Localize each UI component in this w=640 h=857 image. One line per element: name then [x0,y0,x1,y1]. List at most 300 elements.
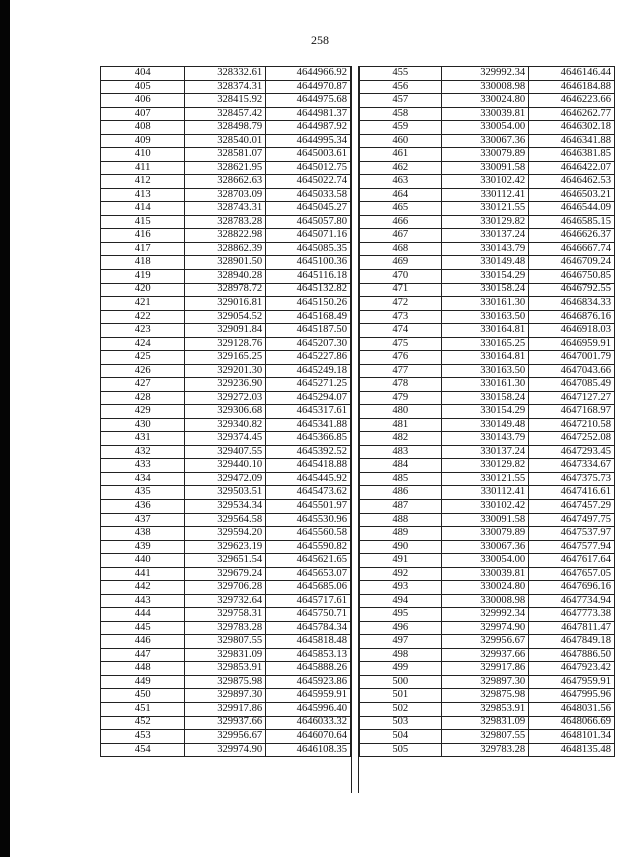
y-coordinate-cell: 4647375.73 [529,472,615,486]
y-coordinate-cell: 4645100.36 [266,256,351,270]
y-coordinate-cell: 4645012.75 [266,161,351,175]
point-number-cell: 481 [360,418,442,432]
y-coordinate-cell: 4645818.48 [266,635,351,649]
y-coordinate-cell: 4645271.25 [266,378,351,392]
table-row [101,540,351,554]
y-coordinate-cell: 4645033.58 [266,188,351,202]
y-coordinate-cell: 4644970.87 [266,80,351,94]
table-row [360,648,615,662]
table-row [101,391,351,405]
point-number-cell: 489 [360,527,442,541]
y-coordinate-cell: 4646709.24 [529,256,615,270]
x-coordinate-cell: 330039.81 [441,107,529,121]
x-coordinate-cell: 330121.55 [441,472,529,486]
point-number-cell: 425 [101,351,185,365]
x-coordinate-cell: 329016.81 [185,297,266,311]
y-coordinate-cell: 4647334.67 [529,459,615,473]
table-row [101,310,351,324]
y-coordinate-cell: 4648135.48 [529,743,615,757]
point-number-cell: 444 [101,608,185,622]
y-coordinate-cell: 4645530.96 [266,513,351,527]
point-number-cell: 435 [101,486,185,500]
x-coordinate-cell: 329783.28 [185,621,266,635]
table-row [360,121,615,135]
point-number-cell: 499 [360,662,442,676]
x-coordinate-cell: 330164.81 [441,351,529,365]
y-coordinate-cell: 4645717.61 [266,594,351,608]
point-number-cell: 447 [101,648,185,662]
y-coordinate-cell: 4646381.85 [529,148,615,162]
x-coordinate-cell: 328940.28 [185,269,266,283]
table-row [101,202,351,216]
x-coordinate-cell: 329651.54 [185,554,266,568]
y-coordinate-cell: 4648066.69 [529,716,615,730]
point-number-cell: 471 [360,283,442,297]
y-coordinate-cell: 4645784.34 [266,621,351,635]
x-coordinate-cell: 329853.91 [441,702,529,716]
table-row [101,324,351,338]
table-row [101,486,351,500]
y-coordinate-cell: 4646876.16 [529,310,615,324]
point-number-cell: 436 [101,500,185,514]
point-number-cell: 409 [101,134,185,148]
point-number-cell: 455 [360,67,442,81]
x-coordinate-cell: 329875.98 [185,675,266,689]
table-row [101,67,351,81]
y-coordinate-cell: 4647959.91 [529,675,615,689]
point-number-cell: 441 [101,567,185,581]
point-number-cell: 498 [360,648,442,662]
x-coordinate-cell: 330158.24 [441,283,529,297]
point-number-cell: 478 [360,378,442,392]
point-number-cell: 438 [101,527,185,541]
x-coordinate-cell: 329407.55 [185,445,266,459]
point-number-cell: 461 [360,148,442,162]
point-number-cell: 445 [101,621,185,635]
x-coordinate-cell: 329564.58 [185,513,266,527]
y-coordinate-cell: 4645150.26 [266,297,351,311]
y-coordinate-cell: 4645959.91 [266,689,351,703]
x-coordinate-cell: 328498.79 [185,121,266,135]
x-coordinate-cell: 330102.42 [441,500,529,514]
x-coordinate-cell: 330112.41 [441,188,529,202]
y-coordinate-cell: 4645294.07 [266,391,351,405]
table-row [360,689,615,703]
x-coordinate-cell: 330129.82 [441,215,529,229]
point-number-cell: 433 [101,459,185,473]
x-coordinate-cell: 329897.30 [441,675,529,689]
point-number-cell: 458 [360,107,442,121]
x-coordinate-cell: 330067.36 [441,540,529,554]
table-row [360,256,615,270]
y-coordinate-cell: 4646422.07 [529,161,615,175]
x-coordinate-cell: 330161.30 [441,297,529,311]
x-coordinate-cell: 329340.82 [185,418,266,432]
table-row [360,229,615,243]
x-coordinate-cell: 329091.84 [185,324,266,338]
x-coordinate-cell: 329623.19 [185,540,266,554]
x-coordinate-cell: 330024.80 [441,94,529,108]
point-number-cell: 426 [101,364,185,378]
x-coordinate-cell: 330129.82 [441,459,529,473]
x-coordinate-cell: 330112.41 [441,486,529,500]
y-coordinate-cell: 4645317.61 [266,405,351,419]
y-coordinate-cell: 4644987.92 [266,121,351,135]
table-row [101,608,351,622]
table-row [360,310,615,324]
point-number-cell: 446 [101,635,185,649]
point-number-cell: 408 [101,121,185,135]
x-coordinate-cell: 329201.30 [185,364,266,378]
point-number-cell: 424 [101,337,185,351]
table-row [360,554,615,568]
table-row [360,215,615,229]
y-coordinate-cell: 4645132.82 [266,283,351,297]
y-coordinate-cell: 4647085.49 [529,378,615,392]
y-coordinate-cell: 4647886.50 [529,648,615,662]
x-coordinate-cell: 329831.09 [441,716,529,730]
y-coordinate-cell: 4647811.47 [529,621,615,635]
point-number-cell: 477 [360,364,442,378]
x-coordinate-cell: 329594.20 [185,527,266,541]
point-number-cell: 439 [101,540,185,554]
y-coordinate-cell: 4646626.37 [529,229,615,243]
point-number-cell: 495 [360,608,442,622]
y-coordinate-cell: 4645560.58 [266,527,351,541]
x-coordinate-cell: 328862.39 [185,242,266,256]
x-coordinate-cell: 328457.42 [185,107,266,121]
table-row [101,215,351,229]
y-coordinate-cell: 4648031.56 [529,702,615,716]
table-row [360,472,615,486]
y-coordinate-cell: 4647577.94 [529,540,615,554]
table-row [360,527,615,541]
point-number-cell: 484 [360,459,442,473]
table-row [360,513,615,527]
table-row [360,188,615,202]
x-coordinate-cell: 328374.31 [185,80,266,94]
point-number-cell: 503 [360,716,442,730]
point-number-cell: 483 [360,445,442,459]
table-row [101,121,351,135]
table-row [101,743,351,757]
x-coordinate-cell: 329503.51 [185,486,266,500]
table-row [360,418,615,432]
point-number-cell: 485 [360,472,442,486]
table-row [101,94,351,108]
y-coordinate-cell: 4647497.75 [529,513,615,527]
y-coordinate-cell: 4645168.49 [266,310,351,324]
y-coordinate-cell: 4646503.21 [529,188,615,202]
point-number-cell: 500 [360,675,442,689]
x-coordinate-cell: 329875.98 [441,689,529,703]
x-coordinate-cell: 329807.55 [441,730,529,744]
table-row [101,418,351,432]
point-number-cell: 474 [360,324,442,338]
y-coordinate-cell: 4645071.16 [266,229,351,243]
table-row [101,594,351,608]
x-coordinate-cell: 328662.63 [185,175,266,189]
y-coordinate-cell: 4646108.35 [266,743,351,757]
table-row [360,459,615,473]
x-coordinate-cell: 330158.24 [441,391,529,405]
y-coordinate-cell: 4646184.88 [529,80,615,94]
y-coordinate-cell: 4645590.82 [266,540,351,554]
table-row [360,675,615,689]
table-row [360,405,615,419]
x-coordinate-cell: 330008.98 [441,80,529,94]
y-coordinate-cell: 4647127.27 [529,391,615,405]
x-coordinate-cell: 330137.24 [441,229,529,243]
x-coordinate-cell: 329534.34 [185,500,266,514]
x-coordinate-cell: 329974.90 [185,743,266,757]
table-row [101,527,351,541]
y-coordinate-cell: 4647773.38 [529,608,615,622]
table-row [101,432,351,446]
table-row [101,148,351,162]
table-row [360,324,615,338]
y-coordinate-cell: 4646033.32 [266,716,351,730]
x-coordinate-cell: 329807.55 [185,635,266,649]
point-number-cell: 410 [101,148,185,162]
point-number-cell: 405 [101,80,185,94]
table-row [360,202,615,216]
x-coordinate-cell: 329897.30 [185,689,266,703]
point-number-cell: 414 [101,202,185,216]
y-coordinate-cell: 4647696.16 [529,581,615,595]
x-coordinate-cell: 330102.42 [441,175,529,189]
table-row [360,594,615,608]
x-coordinate-cell: 330154.29 [441,405,529,419]
point-number-cell: 451 [101,702,185,716]
table-row [360,148,615,162]
y-coordinate-cell: 4646918.03 [529,324,615,338]
point-number-cell: 412 [101,175,185,189]
x-coordinate-cell: 329917.86 [441,662,529,676]
table-row [101,297,351,311]
x-coordinate-cell: 328822.98 [185,229,266,243]
y-coordinate-cell: 4647001.79 [529,351,615,365]
point-number-cell: 491 [360,554,442,568]
table-row [101,567,351,581]
point-number-cell: 423 [101,324,185,338]
x-coordinate-cell: 329992.34 [441,67,529,81]
y-coordinate-cell: 4645341.88 [266,418,351,432]
y-coordinate-cell: 4647043.66 [529,364,615,378]
table-row [101,500,351,514]
y-coordinate-cell: 4645996.40 [266,702,351,716]
table-row [360,269,615,283]
point-number-cell: 502 [360,702,442,716]
point-number-cell: 467 [360,229,442,243]
table-row [101,134,351,148]
point-number-cell: 463 [360,175,442,189]
x-coordinate-cell: 330143.79 [441,432,529,446]
y-coordinate-cell: 4645501.97 [266,500,351,514]
table-row [101,107,351,121]
point-number-cell: 434 [101,472,185,486]
point-number-cell: 453 [101,730,185,744]
point-number-cell: 431 [101,432,185,446]
x-coordinate-cell: 330161.30 [441,378,529,392]
point-number-cell: 437 [101,513,185,527]
x-coordinate-cell: 329272.03 [185,391,266,405]
table-row [360,161,615,175]
table-row [101,513,351,527]
y-coordinate-cell: 4646146.44 [529,67,615,81]
x-coordinate-cell: 329128.76 [185,337,266,351]
point-number-cell: 479 [360,391,442,405]
x-coordinate-cell: 330091.58 [441,161,529,175]
x-coordinate-cell: 328978.72 [185,283,266,297]
x-coordinate-cell: 330121.55 [441,202,529,216]
table-separator [351,66,359,793]
x-coordinate-cell: 329937.66 [185,716,266,730]
point-number-cell: 421 [101,297,185,311]
table-row [360,351,615,365]
table-row [360,134,615,148]
point-number-cell: 505 [360,743,442,757]
y-coordinate-cell: 4645888.26 [266,662,351,676]
x-coordinate-cell: 330091.58 [441,513,529,527]
point-number-cell: 476 [360,351,442,365]
x-coordinate-cell: 330079.89 [441,148,529,162]
x-coordinate-cell: 329306.68 [185,405,266,419]
x-coordinate-cell: 329165.25 [185,351,266,365]
point-number-cell: 419 [101,269,185,283]
y-coordinate-cell: 4646667.74 [529,242,615,256]
y-coordinate-cell: 4647734.94 [529,594,615,608]
x-coordinate-cell: 330149.48 [441,256,529,270]
table-row [101,351,351,365]
table-row [101,581,351,595]
x-coordinate-cell: 330054.00 [441,121,529,135]
page-number: 258 [311,33,329,47]
y-coordinate-cell: 4646959.91 [529,337,615,351]
y-coordinate-cell: 4646544.09 [529,202,615,216]
y-coordinate-cell: 4647995.96 [529,689,615,703]
x-coordinate-cell: 330039.81 [441,567,529,581]
point-number-cell: 416 [101,229,185,243]
point-number-cell: 493 [360,581,442,595]
table-row [101,689,351,703]
point-number-cell: 417 [101,242,185,256]
y-coordinate-cell: 4644966.92 [266,67,351,81]
point-number-cell: 422 [101,310,185,324]
y-coordinate-cell: 4645045.27 [266,202,351,216]
point-number-cell: 475 [360,337,442,351]
table-row [101,716,351,730]
point-number-cell: 487 [360,500,442,514]
table-row [360,635,615,649]
y-coordinate-cell: 4645621.65 [266,554,351,568]
table-row [101,621,351,635]
table-row [101,161,351,175]
table-row [360,364,615,378]
y-coordinate-cell: 4646070.64 [266,730,351,744]
y-coordinate-cell: 4644975.68 [266,94,351,108]
point-number-cell: 464 [360,188,442,202]
point-number-cell: 468 [360,242,442,256]
table-row [101,405,351,419]
point-number-cell: 450 [101,689,185,703]
table-row [101,378,351,392]
x-coordinate-cell: 328901.50 [185,256,266,270]
y-coordinate-cell: 4645366.85 [266,432,351,446]
y-coordinate-cell: 4645022.74 [266,175,351,189]
y-coordinate-cell: 4647923.42 [529,662,615,676]
x-coordinate-cell: 330154.29 [441,269,529,283]
y-coordinate-cell: 4645392.52 [266,445,351,459]
table-row [360,297,615,311]
table-row [360,730,615,744]
y-coordinate-cell: 4645116.18 [266,269,351,283]
y-coordinate-cell: 4646302.18 [529,121,615,135]
y-coordinate-cell: 4645853.13 [266,648,351,662]
x-coordinate-cell: 329758.31 [185,608,266,622]
y-coordinate-cell: 4647416.61 [529,486,615,500]
y-coordinate-cell: 4647457.29 [529,500,615,514]
x-coordinate-cell: 330079.89 [441,527,529,541]
point-number-cell: 465 [360,202,442,216]
y-coordinate-cell: 4645685.06 [266,581,351,595]
table-row [360,283,615,297]
x-coordinate-cell: 329956.67 [185,730,266,744]
x-coordinate-cell: 328415.92 [185,94,266,108]
x-coordinate-cell: 330054.00 [441,554,529,568]
table-row [360,500,615,514]
point-number-cell: 404 [101,67,185,81]
x-coordinate-cell: 330165.25 [441,337,529,351]
point-number-cell: 443 [101,594,185,608]
point-number-cell: 504 [360,730,442,744]
point-number-cell: 488 [360,513,442,527]
point-number-cell: 466 [360,215,442,229]
scan-left-edge [0,0,10,857]
y-coordinate-cell: 4644981.37 [266,107,351,121]
y-coordinate-cell: 4645085.35 [266,242,351,256]
point-number-cell: 448 [101,662,185,676]
table-row [101,229,351,243]
table-row [101,472,351,486]
table-row [360,486,615,500]
table-row [101,635,351,649]
x-coordinate-cell: 329236.90 [185,378,266,392]
point-number-cell: 472 [360,297,442,311]
point-number-cell: 452 [101,716,185,730]
table-row [360,702,615,716]
point-number-cell: 462 [360,161,442,175]
table-row [101,188,351,202]
x-coordinate-cell: 330008.98 [441,594,529,608]
point-number-cell: 482 [360,432,442,446]
point-number-cell: 496 [360,621,442,635]
y-coordinate-cell: 4646585.15 [529,215,615,229]
point-number-cell: 459 [360,121,442,135]
table-row [360,175,615,189]
y-coordinate-cell: 4646223.66 [529,94,615,108]
y-coordinate-cell: 4647252.08 [529,432,615,446]
table-row [101,648,351,662]
table-row [360,107,615,121]
table-row [101,675,351,689]
point-number-cell: 415 [101,215,185,229]
x-coordinate-cell: 328703.09 [185,188,266,202]
y-coordinate-cell: 4648101.34 [529,730,615,744]
x-coordinate-cell: 329706.28 [185,581,266,595]
x-coordinate-cell: 328540.01 [185,134,266,148]
y-coordinate-cell: 4647168.97 [529,405,615,419]
